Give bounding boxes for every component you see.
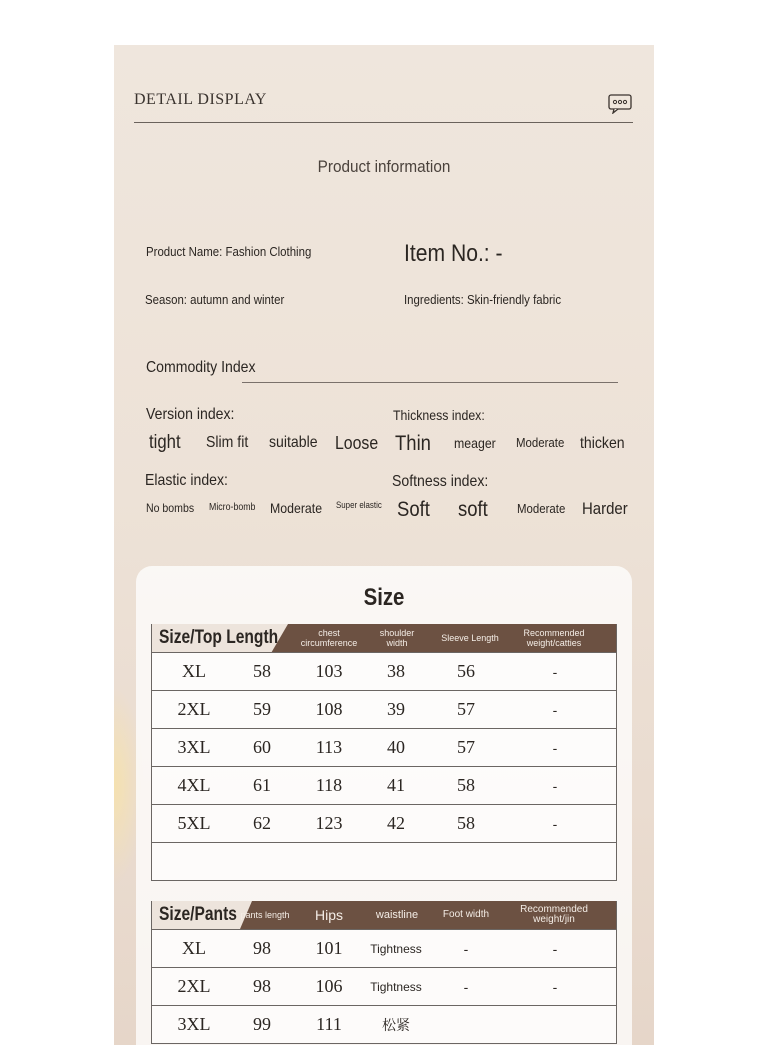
elastic-option: Moderate <box>270 500 323 516</box>
table-cell: XL <box>182 938 206 958</box>
table-cell: 111 <box>316 1014 342 1034</box>
product-info-title: Product information <box>317 157 451 176</box>
table-cell: 39 <box>387 699 405 719</box>
elastic-option: Super elastic <box>336 500 382 510</box>
table-cell: 106 <box>315 976 343 996</box>
table-header-cell: Recommended weight/catties <box>523 628 585 648</box>
table-cell: 58 <box>253 661 271 681</box>
version-option: Loose <box>335 433 379 453</box>
table-cell <box>446 1006 486 1043</box>
table-cell: 57 <box>457 699 475 719</box>
top-size-table <box>151 624 617 881</box>
table-row-empty <box>152 842 616 880</box>
table-header-size: Size/Top Length <box>159 627 279 648</box>
table-header-cell: waistline <box>375 909 419 921</box>
table-row <box>152 804 616 842</box>
table-cell: 41 <box>387 775 405 795</box>
table-cell: 56 <box>457 661 475 681</box>
table-cell: - <box>552 701 558 718</box>
elastic-index-label: Elastic index: <box>145 472 228 489</box>
table-header-cell: chest circumference <box>300 628 358 648</box>
table-cell: 98 <box>253 938 271 958</box>
table-header-cell: pants length <box>240 910 290 920</box>
table-cell: - <box>552 978 558 995</box>
table-cell: 5XL <box>177 813 211 833</box>
header-divider <box>134 122 633 123</box>
table-header-size: Size/Pants <box>159 904 237 925</box>
item-number: Item No.: - <box>404 240 503 267</box>
table-cell: 103 <box>315 661 343 681</box>
thickness-option: Thin <box>395 432 431 455</box>
table-cell: 58 <box>457 775 475 795</box>
table-row <box>152 967 616 1005</box>
product-name: Product Name: Fashion Clothing <box>146 244 312 259</box>
softness-option: Harder <box>582 499 628 518</box>
table-row <box>152 766 616 804</box>
version-index-label: Version index: <box>146 406 235 423</box>
table-cell: 118 <box>315 775 343 795</box>
table-cell: - <box>463 940 469 957</box>
thickness-option: Moderate <box>516 435 565 450</box>
table-cell: 108 <box>315 699 343 719</box>
elastic-option: Micro-bomb <box>209 502 256 513</box>
table-cell: Tightness <box>370 979 422 994</box>
thickness-option: meager <box>454 435 496 451</box>
table-cell: 58 <box>457 813 475 833</box>
table-header <box>152 624 616 652</box>
version-option: suitable <box>269 434 318 451</box>
thickness-option: thicken <box>580 435 625 452</box>
table-cell: 3XL <box>177 1014 211 1034</box>
table-cell: 61 <box>253 775 271 795</box>
table-row <box>152 929 616 967</box>
pants-size-table <box>151 901 617 1044</box>
table-cell: - <box>552 940 558 957</box>
thickness-index-label: Thickness index: <box>393 407 485 423</box>
commodity-index-title: Commodity Index <box>146 359 256 376</box>
chat-bubble-icon[interactable] <box>608 94 632 114</box>
table-cell: - <box>552 777 558 794</box>
softness-index-label: Softness index: <box>392 473 489 490</box>
size-title: Size <box>363 584 405 611</box>
softness-option: soft <box>458 498 488 521</box>
table-cell: 59 <box>253 699 271 719</box>
table-cell: 38 <box>387 661 405 681</box>
commodity-index-divider <box>242 382 618 383</box>
table-cell: 113 <box>315 737 343 757</box>
table-row <box>152 690 616 728</box>
table-cell: 42 <box>387 813 405 833</box>
table-cell: 57 <box>457 737 475 757</box>
table-cell: 123 <box>315 813 343 833</box>
table-cell: 3XL <box>177 737 211 757</box>
table-cell: 98 <box>253 976 271 996</box>
table-cell: - <box>552 739 558 756</box>
softness-option: Soft <box>397 498 430 521</box>
table-cell: 2XL <box>177 976 211 996</box>
table-row <box>152 728 616 766</box>
table-row <box>152 652 616 690</box>
size-card <box>136 566 632 1045</box>
version-option: tight <box>149 432 181 453</box>
season: Season: autumn and winter <box>145 292 285 307</box>
table-header-cell: shoulder width <box>379 628 415 648</box>
table-cell: 松紧 <box>382 1016 410 1033</box>
table-header-cell: Foot width <box>442 909 490 920</box>
elastic-option: No bombs <box>146 501 195 515</box>
table-header-cell: Recommended weight/jin <box>520 904 588 925</box>
table-cell: - <box>463 978 469 995</box>
table-cell: - <box>552 663 558 680</box>
version-option: Slim fit <box>206 434 249 451</box>
table-cell: 101 <box>315 938 343 958</box>
table-cell: 2XL <box>177 699 211 719</box>
table-cell: Tightness <box>370 941 422 956</box>
table-cell: 40 <box>387 737 405 757</box>
ingredients: Ingredients: Skin-friendly fabric <box>404 292 562 307</box>
table-cell <box>535 1006 575 1043</box>
table-cell: - <box>552 815 558 832</box>
detail-panel <box>114 45 654 1045</box>
table-row <box>152 1005 616 1043</box>
softness-option: Moderate <box>517 501 566 516</box>
table-header <box>152 901 616 929</box>
table-cell: XL <box>182 661 206 681</box>
table-cell: 4XL <box>177 775 211 795</box>
section-title: DETAIL DISPLAY <box>134 91 267 108</box>
table-header-cell: Hips <box>314 907 343 923</box>
table-cell: 62 <box>253 813 271 833</box>
table-cell: 60 <box>253 737 271 757</box>
table-cell: 99 <box>253 1014 271 1034</box>
table-header-cell: Sleeve Length <box>441 633 499 643</box>
